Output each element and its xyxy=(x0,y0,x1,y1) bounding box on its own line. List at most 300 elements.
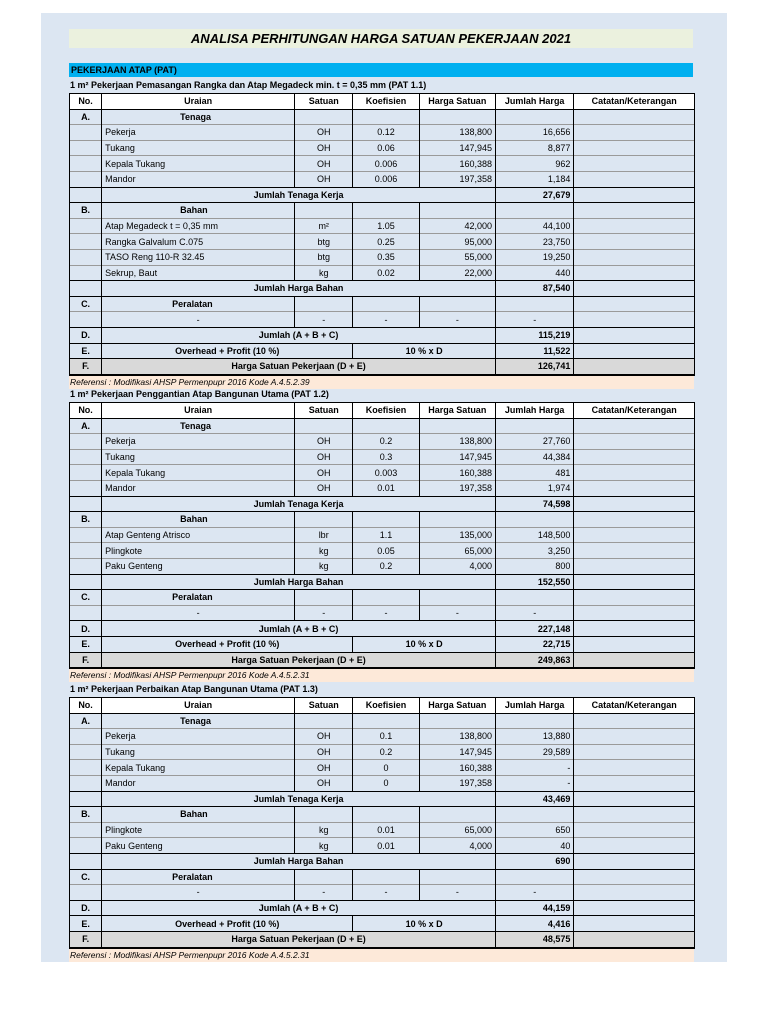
item-harga-satuan: 4,000 xyxy=(419,558,495,574)
table-cell xyxy=(70,558,102,574)
item-harga-satuan: 42,000 xyxy=(419,218,495,234)
overhead-formula: 10 % x D xyxy=(353,916,496,932)
table-cell xyxy=(496,296,574,312)
item-satuan: OH xyxy=(295,480,353,496)
item-harga-satuan: 4,000 xyxy=(419,838,495,854)
empty-dash: - xyxy=(102,605,295,621)
overhead-value: 4,416 xyxy=(496,916,574,932)
item-satuan: kg xyxy=(295,822,353,838)
item-koefisien: 0 xyxy=(353,775,419,791)
total-value: 44,159 xyxy=(496,900,574,916)
item-harga-satuan: 197,358 xyxy=(419,480,495,496)
column-header: No. xyxy=(70,698,102,714)
table-cell xyxy=(295,713,353,729)
table-cell xyxy=(574,234,695,250)
table-cell xyxy=(70,234,102,250)
total-label: Jumlah (A + B + C) xyxy=(102,327,496,343)
item-koefisien: 0.006 xyxy=(353,156,419,172)
table-cell xyxy=(70,853,102,869)
item-uraian: Atap Genteng Atrisco xyxy=(102,527,295,543)
table-cell xyxy=(574,156,695,172)
group-row-peralatan xyxy=(70,869,695,885)
reference-note: Referensi : Modifikasi AHSP Permenpupr 2016 Kode A.4.5.2.39 xyxy=(69,376,694,389)
table-cell xyxy=(70,187,102,203)
column-header: Harga Satuan xyxy=(419,94,495,110)
item-harga-satuan: 160,388 xyxy=(419,465,495,481)
item-harga-satuan: 138,800 xyxy=(419,434,495,450)
item-harga-satuan: 147,945 xyxy=(419,449,495,465)
column-header: Koefisien xyxy=(353,403,419,419)
column-header: Harga Satuan xyxy=(419,403,495,419)
table-cell xyxy=(496,418,574,434)
table-cell xyxy=(574,605,695,621)
item-koefisien: 0.06 xyxy=(353,140,419,156)
subtotal-value: 43,469 xyxy=(496,791,574,807)
row-number: C. xyxy=(70,869,102,885)
table-cell xyxy=(70,449,102,465)
table-cell xyxy=(419,418,495,434)
table-cell xyxy=(70,791,102,807)
final-value: 48,575 xyxy=(496,931,574,947)
row-number: E. xyxy=(70,636,102,652)
table-cell xyxy=(295,109,353,125)
item-satuan: OH xyxy=(295,449,353,465)
item-koefisien: 0.01 xyxy=(353,822,419,838)
item-jumlah-harga: 19,250 xyxy=(496,249,574,265)
item-koefisien: 0.12 xyxy=(353,125,419,141)
item-jumlah-harga: 27,760 xyxy=(496,434,574,450)
total-row-d xyxy=(70,900,695,916)
table-cell xyxy=(574,652,695,668)
table-cell xyxy=(574,885,695,901)
table-cell xyxy=(295,296,353,312)
item-harga-satuan: 55,000 xyxy=(419,249,495,265)
table-cell xyxy=(295,512,353,528)
table-cell xyxy=(574,512,695,528)
table-row xyxy=(70,558,695,574)
subtotal-row-bahan xyxy=(70,853,695,869)
item-uraian: Pekerja xyxy=(102,434,295,450)
table-cell xyxy=(574,203,695,219)
table-cell xyxy=(70,838,102,854)
table-row xyxy=(70,543,695,559)
item-jumlah-harga: 962 xyxy=(496,156,574,172)
table-cell xyxy=(70,527,102,543)
overhead-row-e xyxy=(70,916,695,932)
empty-dash: - xyxy=(419,312,495,328)
empty-dash: - xyxy=(102,885,295,901)
item-jumlah-harga: 3,250 xyxy=(496,543,574,559)
subtotal-value: 74,598 xyxy=(496,496,574,512)
section-title: 1 m² Pekerjaan Pemasangan Rangka dan Atap Megadeck min. t = 0,35 mm (PAT 1.1) xyxy=(70,80,427,90)
group-label: Peralatan xyxy=(102,869,295,885)
item-satuan: kg xyxy=(295,558,353,574)
total-row-d xyxy=(70,327,695,343)
analysis-table xyxy=(69,402,695,669)
subtotal-value: 27,679 xyxy=(496,187,574,203)
table-cell xyxy=(353,807,419,823)
item-harga-satuan: 197,358 xyxy=(419,775,495,791)
analysis-section-pat-1-2 xyxy=(69,387,695,682)
table-cell xyxy=(574,359,695,375)
item-jumlah-harga: 16,656 xyxy=(496,125,574,141)
table-cell xyxy=(353,296,419,312)
column-header: Uraian xyxy=(102,403,295,419)
column-header: Jumlah Harga xyxy=(496,698,574,714)
table-cell xyxy=(70,312,102,328)
table-cell xyxy=(574,574,695,590)
item-koefisien: 0.003 xyxy=(353,465,419,481)
table-cell xyxy=(574,249,695,265)
table-row xyxy=(70,218,695,234)
table-cell xyxy=(70,496,102,512)
table-cell xyxy=(295,807,353,823)
table-row xyxy=(70,265,695,281)
item-koefisien: 0.2 xyxy=(353,558,419,574)
column-header: No. xyxy=(70,94,102,110)
item-uraian: Mandor xyxy=(102,480,295,496)
table-cell xyxy=(70,125,102,141)
overhead-value: 11,522 xyxy=(496,343,574,359)
empty-dash: - xyxy=(496,605,574,621)
item-satuan: kg xyxy=(295,265,353,281)
row-number: C. xyxy=(70,590,102,606)
table-cell xyxy=(70,140,102,156)
item-uraian: Pekerja xyxy=(102,125,295,141)
group-label: Bahan xyxy=(102,203,295,219)
subtotal-label: Jumlah Harga Bahan xyxy=(102,281,496,297)
item-jumlah-harga: 440 xyxy=(496,265,574,281)
group-label: Tenaga xyxy=(102,713,295,729)
empty-dash: - xyxy=(295,885,353,901)
table-cell xyxy=(353,109,419,125)
table-cell xyxy=(496,869,574,885)
column-header: Satuan xyxy=(295,403,353,419)
item-satuan: OH xyxy=(295,729,353,745)
row-number: F. xyxy=(70,359,102,375)
table-row xyxy=(70,125,695,141)
item-jumlah-harga: 650 xyxy=(496,822,574,838)
item-jumlah-harga: 148,500 xyxy=(496,527,574,543)
table-cell xyxy=(70,760,102,776)
table-cell xyxy=(574,853,695,869)
group-label: Bahan xyxy=(102,512,295,528)
table-cell xyxy=(353,203,419,219)
reference-note: Referensi : Modifikasi AHSP Permenpupr 2016 Kode A.4.5.2.31 xyxy=(69,949,694,962)
item-koefisien: 0.35 xyxy=(353,249,419,265)
item-satuan: OH xyxy=(295,171,353,187)
item-harga-satuan: 160,388 xyxy=(419,760,495,776)
item-uraian: Tukang xyxy=(102,744,295,760)
item-satuan: kg xyxy=(295,838,353,854)
column-header: Koefisien xyxy=(353,94,419,110)
item-koefisien: 0.02 xyxy=(353,265,419,281)
row-number: D. xyxy=(70,621,102,637)
table-cell xyxy=(574,558,695,574)
column-header: Catatan/Keterangan xyxy=(574,94,695,110)
item-satuan: kg xyxy=(295,543,353,559)
item-harga-satuan: 95,000 xyxy=(419,234,495,250)
item-harga-satuan: 197,358 xyxy=(419,171,495,187)
section-title: 1 m² Pekerjaan Perbaikan Atap Bangunan Utama (PAT 1.3) xyxy=(70,684,318,694)
empty-dash: - xyxy=(353,605,419,621)
table-cell xyxy=(70,744,102,760)
subtotal-value: 87,540 xyxy=(496,281,574,297)
item-satuan: m² xyxy=(295,218,353,234)
item-harga-satuan: 65,000 xyxy=(419,543,495,559)
table-cell xyxy=(574,760,695,776)
table-cell xyxy=(496,512,574,528)
item-koefisien: 0.01 xyxy=(353,480,419,496)
table-cell xyxy=(70,543,102,559)
table-row xyxy=(70,838,695,854)
item-harga-satuan: 22,000 xyxy=(419,265,495,281)
item-satuan: OH xyxy=(295,434,353,450)
item-koefisien: 0.1 xyxy=(353,729,419,745)
table-cell xyxy=(574,621,695,637)
total-value: 227,148 xyxy=(496,621,574,637)
item-koefisien: 0 xyxy=(353,760,419,776)
table-cell xyxy=(574,636,695,652)
table-cell xyxy=(574,265,695,281)
item-uraian: Rangka Galvalum C.075 xyxy=(102,234,295,250)
final-label: Harga Satuan Pekerjaan (D + E) xyxy=(102,359,496,375)
column-header: Harga Satuan xyxy=(419,698,495,714)
row-number: B. xyxy=(70,807,102,823)
empty-dash: - xyxy=(496,885,574,901)
row-number: A. xyxy=(70,713,102,729)
group-label: Tenaga xyxy=(102,418,295,434)
page-title: ANALISA PERHITUNGAN HARGA SATUAN PEKERJAAN 2021 xyxy=(69,29,693,48)
group-row-bahan xyxy=(70,512,695,528)
column-header: Satuan xyxy=(295,94,353,110)
overhead-label: Overhead + Profit (10 %) xyxy=(102,343,353,359)
group-row-tenaga xyxy=(70,109,695,125)
row-number: E. xyxy=(70,916,102,932)
group-row-bahan xyxy=(70,807,695,823)
item-uraian: TASO Reng 110-R 32.45 xyxy=(102,249,295,265)
item-jumlah-harga: 800 xyxy=(496,558,574,574)
table-row xyxy=(70,156,695,172)
section-title: 1 m² Pekerjaan Penggantian Atap Bangunan Utama (PAT 1.2) xyxy=(70,389,329,399)
row-number: F. xyxy=(70,931,102,947)
group-row-tenaga xyxy=(70,713,695,729)
table-row xyxy=(70,434,695,450)
column-header: Koefisien xyxy=(353,698,419,714)
table-row xyxy=(70,465,695,481)
item-koefisien: 0.3 xyxy=(353,449,419,465)
table-cell xyxy=(496,203,574,219)
table-cell xyxy=(419,512,495,528)
table-header-row xyxy=(70,403,695,419)
table-cell xyxy=(574,187,695,203)
overhead-formula: 10 % x D xyxy=(353,636,496,652)
item-harga-satuan: 135,000 xyxy=(419,527,495,543)
category-bar: PEKERJAAN ATAP (PAT) xyxy=(69,63,693,77)
item-jumlah-harga: 23,750 xyxy=(496,234,574,250)
table-row xyxy=(70,527,695,543)
subtotal-label: Jumlah Harga Bahan xyxy=(102,853,496,869)
table-cell xyxy=(70,434,102,450)
table-cell xyxy=(574,480,695,496)
table-cell xyxy=(295,203,353,219)
item-jumlah-harga: 13,880 xyxy=(496,729,574,745)
column-header: Jumlah Harga xyxy=(496,94,574,110)
table-row xyxy=(70,449,695,465)
item-harga-satuan: 138,800 xyxy=(419,729,495,745)
column-header: Catatan/Keterangan xyxy=(574,403,695,419)
table-cell xyxy=(574,296,695,312)
table-cell xyxy=(295,418,353,434)
table-cell xyxy=(574,418,695,434)
table-cell xyxy=(574,822,695,838)
overhead-label: Overhead + Profit (10 %) xyxy=(102,636,353,652)
overhead-value: 22,715 xyxy=(496,636,574,652)
item-jumlah-harga: - xyxy=(496,760,574,776)
empty-dash: - xyxy=(353,312,419,328)
table-cell xyxy=(574,140,695,156)
row-number: D. xyxy=(70,900,102,916)
column-header: No. xyxy=(70,403,102,419)
table-cell xyxy=(574,434,695,450)
table-cell xyxy=(419,296,495,312)
peralatan-empty-row xyxy=(70,312,695,328)
final-row-f xyxy=(70,652,695,668)
item-jumlah-harga: 8,877 xyxy=(496,140,574,156)
group-row-peralatan xyxy=(70,296,695,312)
item-harga-satuan: 138,800 xyxy=(419,125,495,141)
table-cell xyxy=(574,775,695,791)
subtotal-value: 152,550 xyxy=(496,574,574,590)
table-header-row xyxy=(70,698,695,714)
table-header-row xyxy=(70,94,695,110)
item-uraian: Mandor xyxy=(102,775,295,791)
empty-dash: - xyxy=(295,312,353,328)
table-cell xyxy=(574,713,695,729)
table-cell xyxy=(496,713,574,729)
table-cell xyxy=(419,590,495,606)
table-cell xyxy=(496,109,574,125)
item-satuan: OH xyxy=(295,775,353,791)
table-row xyxy=(70,171,695,187)
column-header: Uraian xyxy=(102,698,295,714)
table-cell xyxy=(574,281,695,297)
column-header: Catatan/Keterangan xyxy=(574,698,695,714)
subtotal-value: 690 xyxy=(496,853,574,869)
item-uraian: Plingkote xyxy=(102,543,295,559)
table-cell xyxy=(70,885,102,901)
table-cell xyxy=(70,465,102,481)
subtotal-label: Jumlah Harga Bahan xyxy=(102,574,496,590)
table-cell xyxy=(419,203,495,219)
table-cell xyxy=(419,109,495,125)
subtotal-label: Jumlah Tenaga Kerja xyxy=(102,187,496,203)
item-satuan: btg xyxy=(295,249,353,265)
row-number: B. xyxy=(70,512,102,528)
final-value: 126,741 xyxy=(496,359,574,375)
subtotal-label: Jumlah Tenaga Kerja xyxy=(102,496,496,512)
total-value: 115,219 xyxy=(496,327,574,343)
table-row xyxy=(70,480,695,496)
item-satuan: lbr xyxy=(295,527,353,543)
item-jumlah-harga: - xyxy=(496,775,574,791)
item-koefisien: 0.2 xyxy=(353,744,419,760)
row-number: A. xyxy=(70,109,102,125)
group-row-bahan xyxy=(70,203,695,219)
table-cell xyxy=(70,218,102,234)
final-row-f xyxy=(70,931,695,947)
table-cell xyxy=(574,465,695,481)
item-jumlah-harga: 40 xyxy=(496,838,574,854)
item-jumlah-harga: 44,100 xyxy=(496,218,574,234)
item-satuan: OH xyxy=(295,465,353,481)
table-cell xyxy=(419,869,495,885)
table-cell xyxy=(496,590,574,606)
table-cell xyxy=(419,807,495,823)
table-cell xyxy=(419,713,495,729)
table-cell xyxy=(295,869,353,885)
table-cell xyxy=(574,218,695,234)
item-satuan: OH xyxy=(295,156,353,172)
subtotal-row-bahan xyxy=(70,281,695,297)
column-header: Uraian xyxy=(102,94,295,110)
item-jumlah-harga: 29,589 xyxy=(496,744,574,760)
group-row-tenaga xyxy=(70,418,695,434)
table-cell xyxy=(70,265,102,281)
row-number: E. xyxy=(70,343,102,359)
table-row xyxy=(70,760,695,776)
table-cell xyxy=(70,281,102,297)
subtotal-label: Jumlah Tenaga Kerja xyxy=(102,791,496,807)
item-uraian: Sekrup, Baut xyxy=(102,265,295,281)
item-uraian: Kepala Tukang xyxy=(102,156,295,172)
total-label: Jumlah (A + B + C) xyxy=(102,900,496,916)
row-number: F. xyxy=(70,652,102,668)
table-cell xyxy=(70,480,102,496)
table-cell xyxy=(574,729,695,745)
group-row-peralatan xyxy=(70,590,695,606)
table-cell xyxy=(70,822,102,838)
analysis-table xyxy=(69,697,695,949)
row-number: D. xyxy=(70,327,102,343)
subtotal-row-tenaga xyxy=(70,791,695,807)
table-cell xyxy=(70,605,102,621)
item-koefisien: 0.05 xyxy=(353,543,419,559)
table-cell xyxy=(574,791,695,807)
item-uraian: Tukang xyxy=(102,140,295,156)
group-label: Peralatan xyxy=(102,590,295,606)
table-cell xyxy=(574,496,695,512)
total-label: Jumlah (A + B + C) xyxy=(102,621,496,637)
item-uraian: Atap Megadeck t = 0,35 mm xyxy=(102,218,295,234)
table-cell xyxy=(353,418,419,434)
item-koefisien: 0.01 xyxy=(353,838,419,854)
column-header: Jumlah Harga xyxy=(496,403,574,419)
reference-note: Referensi : Modifikasi AHSP Permenpupr 2016 Kode A.4.5.2.31 xyxy=(69,669,694,682)
item-koefisien: 1.05 xyxy=(353,218,419,234)
row-number: C. xyxy=(70,296,102,312)
item-uraian: Pekerja xyxy=(102,729,295,745)
empty-dash: - xyxy=(353,885,419,901)
row-number: A. xyxy=(70,418,102,434)
final-row-f xyxy=(70,359,695,375)
analysis-section-pat-1-3 xyxy=(69,682,695,962)
table-cell xyxy=(70,171,102,187)
table-cell xyxy=(574,109,695,125)
table-row xyxy=(70,775,695,791)
table-cell xyxy=(70,249,102,265)
table-cell xyxy=(574,527,695,543)
